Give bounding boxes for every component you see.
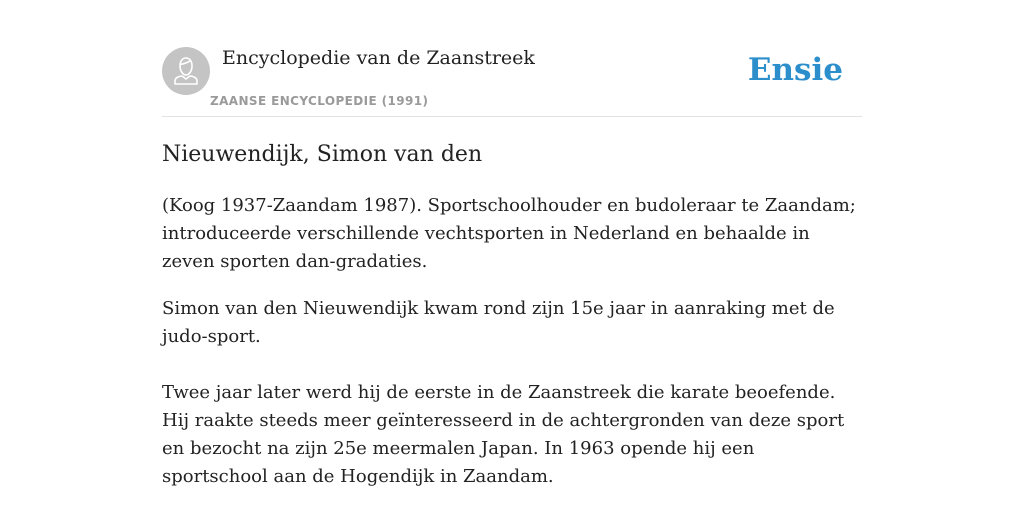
article-paragraph: Twee jaar later werd hij de eerste in de Zaanstreek die karate beoefende. Hij raakte steeds meer geïnteresseerd in de achtergronden van deze sport en bezocht na zijn 25e meermalen Japan. In 1963 opende hij een sportschool aan de Hogendijk in Zaandam. <box>162 382 845 487</box>
source-subtitle: ZAANSE ENCYCLOPEDIE (1991) <box>210 94 429 108</box>
avatar <box>162 47 210 95</box>
article-paragraph: (Koog 1937-Zaandam 1987). Sportschoolhouder en budoleraar te Zaandam; introduceerde verschillende vechtsporten in Nederland en behaalde in zeven sporten dan-gradaties. <box>162 195 856 272</box>
brand-logo[interactable]: Ensie <box>747 52 843 88</box>
article-title: Nieuwendijk, Simon van den <box>162 142 483 167</box>
page-header <box>162 0 862 117</box>
article <box>162 140 862 491</box>
user-silhouette-icon <box>162 47 210 95</box>
article-paragraph: Simon van den Nieuwendijk kwam rond zijn 15e jaar in aanraking met de judo-sport. <box>162 298 835 347</box>
source-title[interactable]: Encyclopedie van de Zaanstreek <box>222 47 535 69</box>
